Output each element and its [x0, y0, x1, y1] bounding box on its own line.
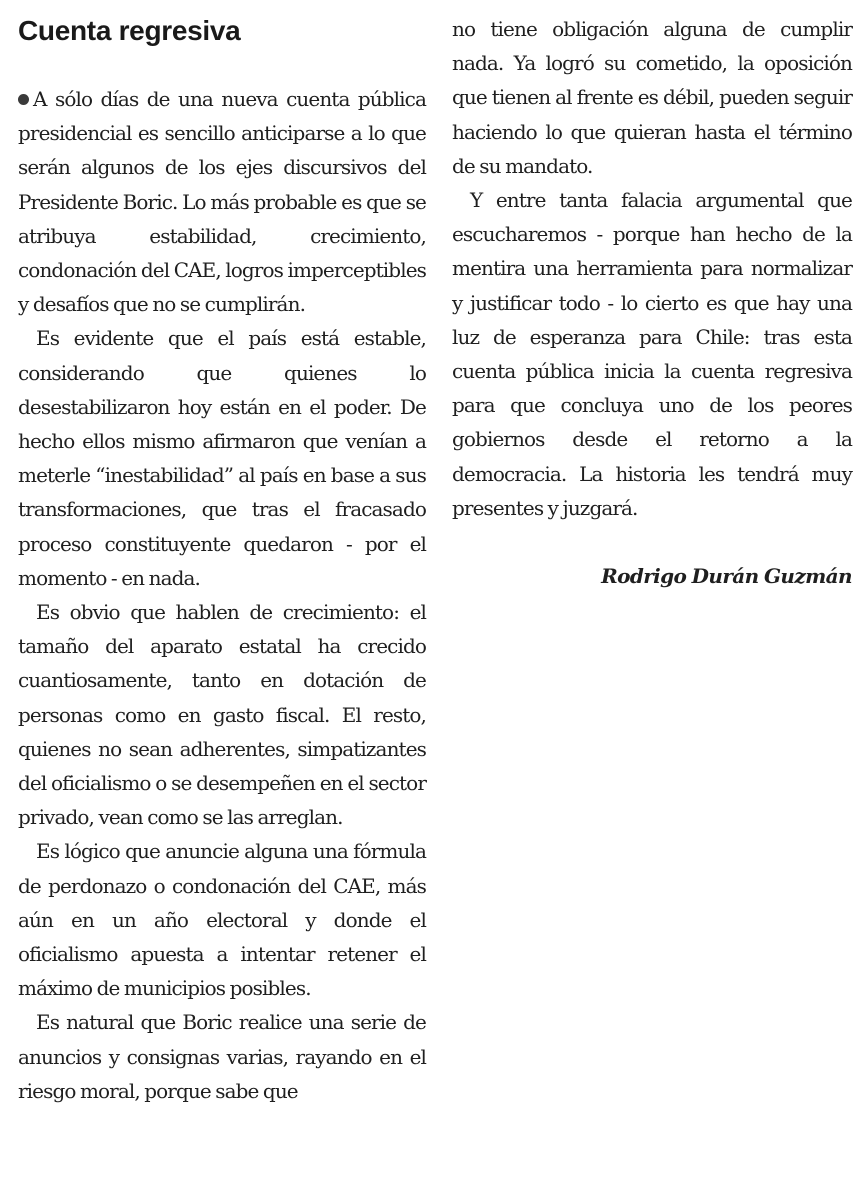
article-headline: Cuenta regresiva: [18, 15, 241, 46]
article-paragraph: Es evidente que el país está estable, considerando que quienes lo desestabilizaron hoy están en el poder. De hecho ellos mismo afirmaron que venían a meterle “inestabilidad” al país en base a sus transformaciones, que tras el fracasado proceso constituyente quedaron - por el momento - en nada.: [18, 326, 426, 590]
article-column-left: [18, 0, 426, 1108]
bullet-icon: [18, 94, 29, 105]
article-paragraph: Es lógico que anuncie alguna una fórmula de perdonazo o condonación del CAE, más aún en un año electoral y donde el oficialismo apuesta a intentar retener el máximo de municipios posibles.: [18, 839, 426, 1001]
article-column-right: [452, 0, 852, 593]
article-paragraph: Es obvio que hablen de crecimiento: el tamaño del aparato estatal ha crecido cuantiosamente, tanto en dotación de personas como en gasto fiscal. El resto, quienes no sean adherentes, simpatizantes del oficialismo o se desempeñen en el sector privado, vean como se las arreglan.: [18, 600, 426, 830]
article-paragraph: [18, 82, 426, 321]
author-signature: Rodrigo Durán Guzmán: [601, 564, 852, 589]
article-paragraph-continued: no tiene obligación alguna de cumplir nada. Ya logró su cometido, la oposición que tienen al frente es débil, pueden seguir haciendo lo que quieran hasta el término de su mandato.: [452, 17, 852, 178]
article-paragraph: Es natural que Boric realice una serie de anuncios y consignas varias, rayando en el riesgo moral, porque sabe que: [18, 1010, 426, 1103]
article-paragraph-text: A sólo días de una nueva cuenta pública presidencial es sencillo anticiparse a lo que serán algunos de los ejes discursivos del Presidente Boric. Lo más probable es que se atribuya estabilidad, crecimiento, condonación del CAE, logros imperceptibles y desafíos que no se cumplirán.: [18, 87, 426, 317]
article-paragraph: Y entre tanta falacia argumental que escucharemos - porque han hecho de la mentira una herramienta para normalizar y justificar todo - lo cierto es que hay una luz de esperanza para Chile: tras esta cuenta pública inicia la cuenta regresiva para que concluya uno de los peores gobiernos desde el retorno a la democracia. La historia les tendrá muy presentes y juzgará.: [452, 188, 852, 520]
